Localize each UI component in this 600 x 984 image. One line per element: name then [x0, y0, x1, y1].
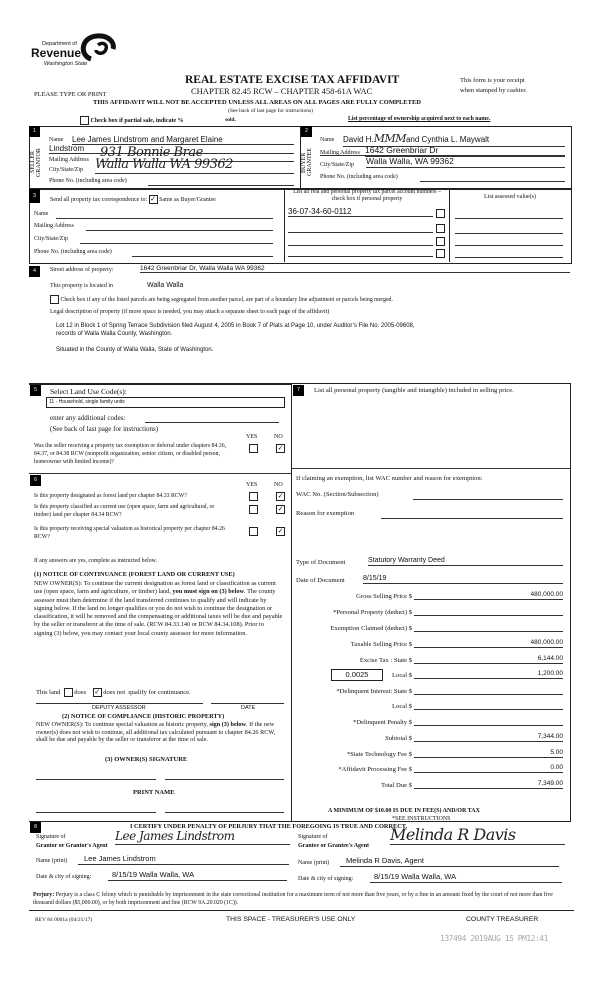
personal-property-checkbox[interactable]: [436, 209, 445, 218]
warning: THIS AFFIDAVIT WILL NOT BE ACCEPTED UNLESS ALL AREAS ON ALL PAGES ARE FULLY COMPLETED: [93, 99, 421, 106]
parcel-header: List all real and personal property tax parcel account numbers – check box if personal property: [293, 189, 441, 203]
amount-field[interactable]: 1,200.00: [414, 670, 563, 679]
assessed-header: List assessed value(s): [484, 194, 536, 200]
buyer-name-1: David H.: [343, 135, 374, 144]
seller-name-field-2[interactable]: Lindstrom: [49, 144, 294, 154]
amount-label: *Delinquent Interest: State $: [336, 688, 412, 695]
assessed-value-field[interactable]: [455, 257, 563, 258]
seller-name-label: Name: [49, 137, 64, 143]
amount-field[interactable]: 5.00: [414, 749, 563, 758]
deputy-assessor-signature-field[interactable]: [36, 703, 203, 704]
no-header: NO: [274, 482, 283, 488]
receipt-note-2: when stamped by cashier.: [460, 87, 527, 94]
grantee-agent-label: Grantee or Grantee's Agent: [298, 843, 370, 849]
if-yes-note: If any answers are yes, complete as instructed below.: [34, 558, 157, 564]
qualify-label: qualify for continuance.: [128, 688, 191, 696]
divider: [29, 383, 291, 385]
date-label: DATE: [241, 705, 256, 711]
legal-description-2: records of Walla Walla County, Washington.: [56, 331, 173, 337]
form-number: REV 84 0001a (04/21/17): [35, 917, 93, 923]
grantee-date-city-field[interactable]: 8/15/19 Walla Walla, WA: [370, 873, 562, 883]
checkbox[interactable]: [249, 444, 258, 453]
buyer-mailing-label: Mailing Address: [320, 150, 360, 156]
does-not-checkbox[interactable]: ✓: [94, 688, 101, 696]
checkbox[interactable]: [436, 237, 445, 246]
name-print-label: Name (print): [298, 860, 330, 866]
print-name-label: PRINT NAME: [133, 789, 175, 796]
corr-city-label: City/State/Zip: [34, 236, 68, 242]
perjury-text: Perjury is a class C felony which is punishable by imprisonment in the state correctional institution for a maximum term of not more than five years, or by a fine in an amount fixed by the court of not more than five thousand dollars ($5,000.00), or by both imprisonment and fine (RCW 9A.20.020 (1C)).: [33, 892, 553, 907]
send-correspondence: [50, 195, 216, 204]
wac-field[interactable]: [413, 499, 563, 500]
yes-checkbox[interactable]: [249, 505, 258, 514]
yes-header: YES: [246, 434, 258, 440]
assessed-value-field[interactable]: [455, 233, 563, 234]
located-field[interactable]: Walla Walla: [147, 282, 184, 289]
see-instructions: *SEE INSTRUCTIONS: [392, 816, 451, 822]
exemption-question: Was the seller receiving a property tax exemption or deferral under chapters 84.36, 84.37, or 84.38 RCW (nonprofit organization, senior citizen, or disabled person, homeowner with limited income)?: [34, 443, 227, 465]
notice-continuance-title: (1) NOTICE OF CONTINUANCE (FOREST LAND OR CURRENT USE): [34, 571, 235, 578]
checkbox[interactable]: [436, 249, 445, 258]
parcel-field[interactable]: [288, 256, 433, 257]
checkbox[interactable]: ✓: [277, 444, 284, 452]
checkbox[interactable]: [436, 224, 445, 233]
checkbox[interactable]: ✓: [277, 505, 284, 513]
parcel-field[interactable]: [288, 245, 433, 246]
sold-label: sold.: [225, 117, 236, 123]
print-name-field[interactable]: [165, 812, 284, 813]
divider: [291, 383, 292, 821]
treasurer-space-label: THIS SPACE - TREASURER'S USE ONLY: [226, 916, 356, 923]
amount-field[interactable]: 6,144.00: [414, 655, 563, 664]
personal-property-label: List all personal property (tangible and intangible) included in selling price.: [314, 387, 514, 394]
amount-label: Excise Tax : State $: [359, 657, 412, 664]
section-number: 1: [29, 126, 40, 137]
county-treasurer-label: COUNTY TREASURER: [466, 916, 539, 923]
seller-mailing-label: Mailing Address: [49, 157, 89, 163]
corr-phone-field[interactable]: [132, 256, 273, 257]
legal-label: Legal description of property (if more space is needed, you may attach a separate sheet to each page of the affidavit): [50, 309, 330, 315]
partial-sale-checkbox[interactable]: [80, 116, 184, 125]
assessed-value-field[interactable]: [455, 245, 563, 246]
amount-field[interactable]: [414, 717, 563, 726]
amount-field[interactable]: 7,349.00: [414, 780, 563, 789]
corr-phone-label: Phone No. (including area code): [34, 249, 112, 255]
divider: [291, 468, 570, 469]
checkbox[interactable]: [249, 492, 258, 501]
yes-checkbox[interactable]: [249, 444, 258, 453]
section-number: 4: [29, 266, 40, 277]
land-use-code-field[interactable]: 11 - Household, single family units: [46, 397, 285, 408]
no-checkbox[interactable]: [276, 492, 285, 501]
parcel-field[interactable]: 36-07-34-60-0112: [288, 207, 433, 217]
buyer-city-field[interactable]: Walla Walla, WA 99362: [366, 157, 565, 168]
does-checkbox[interactable]: [64, 688, 73, 697]
grantor-name-field[interactable]: Lee James Lindstrom: [78, 855, 289, 865]
amount-label: *Personal Property (deduct) $: [333, 609, 412, 616]
amount-label: Taxable Selling Price $: [350, 641, 412, 648]
send-label: Send all property tax correspondence to:: [50, 196, 148, 203]
notice-continuance-text: [34, 580, 284, 638]
wac-label: WAC No. (Section/Subsection): [296, 491, 379, 498]
perjury-bold: Perjury:: [33, 892, 55, 898]
amount-field[interactable]: 480,000.00: [414, 639, 563, 648]
sig-of-label: Signature of: [298, 834, 328, 840]
grantee-name-field[interactable]: Melinda R Davis, Agent: [340, 857, 559, 867]
divider: [29, 910, 574, 911]
deputy-assessor-label: DEPUTY ASSESSOR: [92, 705, 146, 711]
revenue-logo-icon: [77, 33, 119, 63]
local-rate-field[interactable]: 0.0025: [331, 669, 383, 681]
personal-property-checkbox[interactable]: [436, 224, 445, 233]
grantor-agent-label: Grantor or Grantor's Agent: [36, 843, 108, 849]
section-number: 5: [30, 385, 41, 396]
segregated-label: Check box if any of the listed parcels are being segregated from another parcel, are part of a boundary line adjustment or parcels being merged.: [60, 296, 393, 303]
see-back: (See back of last page for instructions): [228, 108, 313, 114]
buyer-phone-label: Phone No. (including area code): [320, 174, 398, 180]
same-as-label: Same as Buyer/Grantee: [159, 196, 216, 203]
yes-header: YES: [246, 482, 258, 488]
seller-name-field[interactable]: Lee James Lindstrom and Margaret Elaine: [72, 135, 294, 145]
no-checkbox[interactable]: [276, 505, 285, 514]
deputy-date-field[interactable]: [211, 703, 284, 704]
no-checkbox[interactable]: [276, 527, 285, 536]
certify-statement: I CERTIFY UNDER PENALTY OF PERJURY THAT THE FOREGOING IS TRUE AND CORRECT.: [130, 823, 408, 830]
buyer-name-2: and Cynthia L. Maywalt: [405, 135, 490, 144]
reason-label: Reason for exemption: [296, 510, 355, 517]
seller-city-label: City/State/Zip: [49, 167, 83, 173]
section-number: 2: [301, 126, 312, 137]
grantee-signature-field[interactable]: Melinda R Davis: [390, 826, 565, 845]
grantor-signature-field[interactable]: Lee James Lindstrom: [115, 830, 290, 845]
amount-label: Gross Selling Price $: [356, 593, 412, 600]
buyer-side-label: BUYER GRANTEE: [301, 148, 313, 177]
corr-name-label: Name: [34, 211, 49, 217]
form-subtitle: CHAPTER 82.45 RCW – CHAPTER 458-61A WAC: [191, 86, 373, 96]
perjury-notice: [33, 891, 573, 907]
seller-side-label: SELLER GRANTOR: [30, 148, 42, 177]
exemption-intro: If claiming an exemption, list WAC number and reason for exemption:: [296, 475, 483, 482]
checkbox[interactable]: [80, 116, 89, 125]
seller-mailing-field[interactable]: 931 Bonnie Brae: [100, 146, 294, 162]
divider: [449, 188, 450, 262]
amount-field[interactable]: 0.00: [414, 764, 563, 773]
amount-field[interactable]: 7,344.00: [414, 733, 563, 742]
amount-field[interactable]: [414, 607, 563, 616]
yes-checkbox[interactable]: [249, 527, 258, 536]
ownership-note: List percentage of ownership acquired next to each name.: [348, 116, 491, 122]
amount-label: Local $: [392, 672, 412, 679]
owner-signature-field[interactable]: [165, 779, 284, 780]
this-land-label: This land: [36, 688, 61, 696]
logo-department: Department of: [42, 41, 77, 47]
corr-mailing-label: Mailing Address: [34, 223, 74, 229]
checkbox[interactable]: ✓: [277, 527, 284, 535]
divider: [284, 188, 285, 262]
continuance-row: [36, 688, 191, 697]
type-or-print: PLEASE TYPE OR PRINT: [34, 91, 107, 98]
divider: [29, 821, 570, 822]
corr-city-field[interactable]: [80, 243, 273, 244]
legal-description-3: Situated in the County of Walla Walla, State of Washington.: [56, 347, 214, 353]
additional-codes-field[interactable]: [145, 422, 279, 423]
grantor-date-city-field[interactable]: 8/15/19 Walla Walla, WA: [108, 871, 287, 881]
notice-text: . If the new owner(s) does not wish to continue, all additional tax calculated pursuant to chapter 84.26 RCW, shall be due and payable by the seller or transferor at the time of sale.: [36, 721, 276, 744]
parcel-field[interactable]: [288, 232, 433, 233]
form-title: REAL ESTATE EXCISE TAX AFFIDAVIT: [185, 74, 400, 86]
corr-mailing-field[interactable]: [86, 230, 273, 231]
print-name-field[interactable]: [36, 812, 156, 813]
doc-type-label: Type of Document: [296, 559, 346, 566]
seller-phone-label: Phone No. (including area code): [49, 178, 127, 184]
minimum-note: A MINIMUM OF $10.00 IS DUE IN FEE(S) AND/OR TAX: [328, 808, 480, 814]
buyer-phone-field[interactable]: [420, 181, 565, 182]
section-number: 3: [29, 189, 40, 203]
amount-field[interactable]: 480,000.00: [414, 591, 563, 600]
notice-compliance-title: (2) NOTICE OF COMPLIANCE (HISTORIC PROPERTY): [62, 713, 225, 720]
street-field[interactable]: 1642 Greenbriar Dr, Walla Walla WA 99362: [140, 265, 570, 273]
assessed-value-field[interactable]: [455, 218, 563, 219]
no-header: NO: [274, 434, 283, 440]
personal-property-checkbox[interactable]: [436, 237, 445, 246]
land-use-label: Select Land Use Code(s):: [50, 387, 127, 396]
same-as-buyer-checkbox[interactable]: ✓: [150, 195, 157, 203]
amount-label: *Delinquent Penalty $: [353, 719, 412, 726]
no-checkbox[interactable]: [276, 444, 285, 453]
checkbox[interactable]: [249, 527, 258, 536]
notice-compliance-text: [36, 721, 286, 744]
buyer-name-label: Name: [320, 137, 335, 143]
amount-label: Total Due $: [380, 782, 412, 789]
partial-sale-label: Check box if partial sale, indicate %: [90, 117, 184, 124]
doc-date-label: Date of Document: [296, 577, 345, 584]
notice-text: NEW OWNER(S): To continue the current designation as forest land or classification as current use (open space, farm and agriculture, or timber) land,: [34, 580, 276, 596]
amount-field[interactable]: [414, 623, 563, 632]
seller-phone-field[interactable]: [148, 185, 294, 186]
treasurer-stamp: 137494 2019AUG 15 PM12:41: [440, 934, 548, 943]
segregated-checkbox[interactable]: [50, 295, 393, 304]
section-number: 7: [293, 385, 304, 396]
amount-label: Exemption Claimed (deduct) $: [330, 625, 412, 632]
logo-state: Washington State: [44, 61, 88, 67]
located-label: This property is located in: [50, 283, 113, 289]
section-number: 6: [30, 475, 41, 486]
sig-of-label: Signature of: [36, 834, 66, 840]
doc-date-field[interactable]: 8/15/19: [363, 575, 563, 584]
buyer-city-label: City/State/Zip: [320, 162, 354, 168]
notice-text: NEW OWNER(S): To continue special valuation as historic property,: [36, 721, 208, 728]
notice-text: . The county assessor must then determine if the land transferred continues to qualify and will indicate by signing below. If the land no longer qualifies or you do not wish to continue the designation or classification, it will be removed and the compensating or additional taxes will be due and payable by the seller or transferor at the time of sale. (RCW 84.33.140 or RCW 84.34.108). Prior to signing (3) below, you may contact your local county assessor for more information.: [34, 588, 283, 637]
amount-label: Local $: [392, 703, 412, 710]
forest-land-question: Is this property designated as forest land per chapter 84.33 RCW?: [34, 493, 187, 499]
checkbox[interactable]: [249, 505, 258, 514]
doc-type-field[interactable]: Statutory Warranty Deed: [368, 557, 563, 566]
logo-revenue: Revenue: [31, 46, 82, 60]
see-back-5: (See back of last page for instructions): [50, 425, 159, 433]
receipt-note-1: This form is your receipt: [460, 77, 525, 84]
buyer-mailing-field[interactable]: 1642 Greenbriar Dr: [365, 146, 565, 157]
owner-signature-field[interactable]: [36, 779, 156, 780]
notice-bold: sign (3) below: [209, 721, 246, 728]
notice-bold: you must sign on (3) below: [172, 588, 245, 596]
section-number: 8: [30, 822, 41, 833]
amount-field[interactable]: [414, 686, 563, 695]
personal-property-checkbox[interactable]: [436, 249, 445, 258]
historic-question: Is this property receiving special valuation as historical property per chapter 84.26 RCW?: [34, 526, 225, 540]
seller-city-field[interactable]: Walla Walla WA 99362: [95, 158, 294, 174]
legal-description-1: Lot 12 in Block 1 of Spring Terrace Subdivision filed August 4, 2005 in Book 7 of Plats at Page 10, under Auditor’s File No. 2005-09608,: [56, 323, 415, 329]
additional-codes-label: enter any additional codes:: [50, 414, 126, 422]
checkbox[interactable]: [436, 209, 445, 218]
amount-label: *State Technology Fee $: [346, 751, 412, 758]
amount-label: Subtotal $: [385, 735, 412, 742]
street-label: Street address of property:: [50, 267, 114, 273]
amount-field[interactable]: [414, 701, 563, 710]
buyer-initials: MMM: [373, 132, 406, 145]
current-use-question: Is this property classified as current use (open space, farm and agricultural, or timber) land per chapter 84.34 RCW?: [34, 504, 215, 518]
checkbox[interactable]: ✓: [277, 492, 284, 500]
date-city-label: Date & city of signing:: [36, 874, 92, 880]
date-city-label: Date & city of signing:: [298, 876, 354, 882]
yes-checkbox[interactable]: [249, 492, 258, 501]
divider: [29, 473, 291, 474]
does-not-label: does not: [103, 688, 126, 696]
does-label: does: [74, 688, 87, 696]
corr-name-field[interactable]: [56, 218, 273, 219]
checkbox[interactable]: [50, 295, 59, 304]
amount-label: *Affidavit Processing Fee $: [338, 766, 412, 773]
reason-field[interactable]: [381, 518, 563, 519]
owner-signature-label: (3) OWNER(S) SIGNATURE: [105, 756, 188, 763]
name-print-label: Name (print): [36, 858, 68, 864]
